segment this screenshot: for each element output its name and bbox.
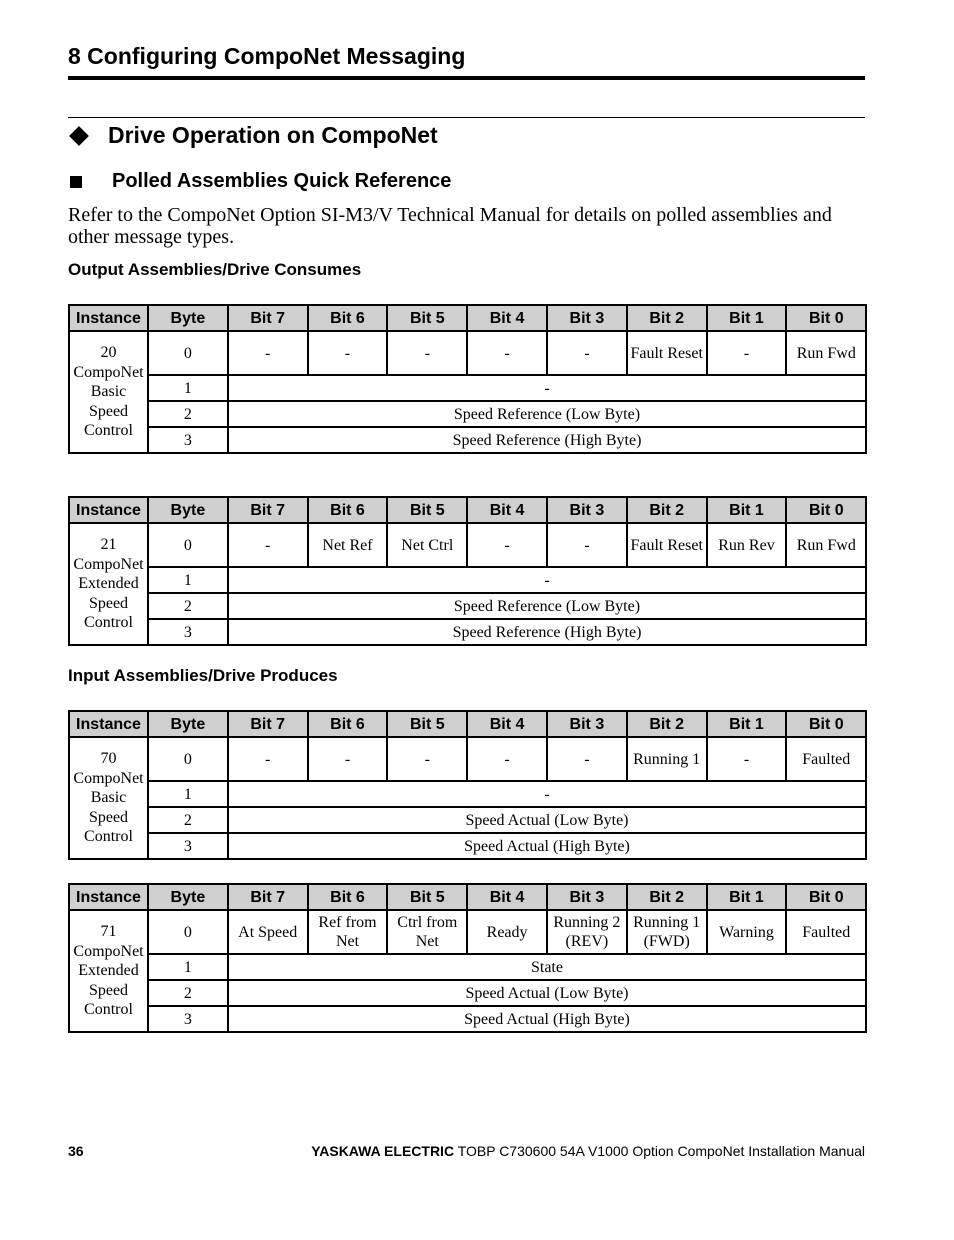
column-header: Bit 3	[547, 497, 627, 523]
instance-label: Extended	[78, 575, 139, 593]
footer-document-title: TOBP C730600 54A V1000 Option CompoNet Installation Manual	[454, 1143, 865, 1159]
column-header: Byte	[148, 711, 228, 737]
bit-cell: Fault Reset	[627, 331, 707, 375]
section-rule	[68, 117, 865, 118]
column-header: Bit 1	[707, 884, 787, 910]
column-header: Bit 1	[707, 497, 787, 523]
table-header-row	[69, 884, 866, 910]
assembly-table	[68, 496, 867, 646]
column-header: Instance	[69, 884, 148, 910]
byte-cell: 2	[148, 980, 228, 1006]
value-cell: Speed Actual (High Byte)	[228, 833, 866, 859]
table-row	[69, 807, 866, 833]
bit-cell: -	[467, 331, 547, 375]
table-header-row	[69, 305, 866, 331]
column-header: Bit 6	[308, 497, 388, 523]
footer-brand: YASKAWA ELECTRIC	[311, 1143, 455, 1159]
value-cell: -	[228, 567, 866, 593]
column-header: Instance	[69, 711, 148, 737]
column-header: Bit 3	[547, 711, 627, 737]
bit-cell: At Speed	[228, 910, 308, 954]
table-row	[69, 737, 866, 781]
value-cell: Speed Actual (Low Byte)	[228, 980, 866, 1006]
column-header: Bit 5	[387, 711, 467, 737]
instance-label: Speed	[88, 402, 129, 420]
byte-cell: 0	[148, 331, 228, 375]
square-bullet-icon	[70, 176, 82, 188]
column-header: Bit 6	[308, 305, 388, 331]
instance-label: CompoNet	[73, 769, 144, 787]
column-header: Bit 3	[547, 305, 627, 331]
table-header-row	[69, 711, 866, 737]
byte-cell: 2	[148, 807, 228, 833]
byte-cell: 3	[148, 833, 228, 859]
instance-label: 21	[100, 536, 117, 554]
table-row	[69, 910, 866, 954]
instance-label: Control	[84, 1001, 133, 1019]
section-heading	[68, 122, 438, 149]
column-header: Bit 2	[627, 305, 707, 331]
column-header: Instance	[69, 497, 148, 523]
column-header: Bit 1	[707, 305, 787, 331]
column-header: Bit 5	[387, 884, 467, 910]
column-header: Bit 7	[228, 305, 308, 331]
table-row	[69, 427, 866, 453]
bit-cell: -	[547, 523, 627, 567]
bit-cell: -	[228, 737, 308, 781]
bit-cell: -	[547, 331, 627, 375]
instance-label: Extended	[78, 962, 139, 980]
output-assemblies-heading: Output Assemblies/Drive Consumes	[68, 260, 362, 279]
column-header: Bit 4	[467, 497, 547, 523]
column-header: Bit 5	[387, 497, 467, 523]
table-row	[69, 331, 866, 375]
bit-cell: Run Rev	[707, 523, 787, 567]
bit-cell: -	[467, 737, 547, 781]
column-header: Bit 2	[627, 884, 707, 910]
byte-cell: 1	[148, 567, 228, 593]
column-header: Bit 4	[467, 305, 547, 331]
chapter-title: 8 Configuring CompoNet Messaging	[68, 43, 466, 69]
byte-cell: 0	[148, 910, 228, 954]
page-number: 36	[68, 1143, 84, 1159]
byte-cell: 1	[148, 375, 228, 401]
value-cell: Speed Actual (High Byte)	[228, 1006, 866, 1032]
bit-cell: -	[547, 737, 627, 781]
column-header: Bit 0	[786, 884, 866, 910]
column-header: Byte	[148, 497, 228, 523]
bit-cell: Run Fwd	[786, 523, 866, 567]
table-header-row	[69, 497, 866, 523]
subsection-title: Polled Assemblies Quick Reference	[112, 170, 452, 192]
column-header: Bit 0	[786, 497, 866, 523]
table-row	[69, 781, 866, 807]
column-header: Bit 6	[308, 884, 388, 910]
column-header: Bit 5	[387, 305, 467, 331]
instance-label: 20	[100, 344, 117, 362]
column-header: Bit 1	[707, 711, 787, 737]
value-cell: State	[228, 954, 866, 980]
bit-cell: -	[308, 737, 388, 781]
bit-cell: -	[707, 737, 787, 781]
instance-label: CompoNet	[73, 363, 144, 381]
column-header: Bit 0	[786, 305, 866, 331]
instance-label: Control	[84, 828, 133, 846]
bit-cell: Running 1	[627, 737, 707, 781]
value-cell: Speed Reference (Low Byte)	[228, 401, 866, 427]
column-header: Bit 7	[228, 884, 308, 910]
instance-label: Basic	[90, 383, 127, 401]
instance-cell	[69, 910, 148, 1032]
table-row	[69, 833, 866, 859]
subsection-heading	[68, 170, 451, 193]
instance-label: CompoNet	[73, 555, 144, 573]
assembly-table	[68, 883, 867, 1033]
bit-cell: -	[308, 331, 388, 375]
assembly-table	[68, 304, 867, 454]
value-cell: Speed Reference (High Byte)	[228, 619, 866, 645]
bit-cell: -	[707, 331, 787, 375]
instance-label: Speed	[88, 981, 129, 999]
instance-label: Speed	[88, 808, 129, 826]
column-header: Bit 7	[228, 497, 308, 523]
footer-document-info	[311, 1143, 865, 1159]
bit-cell: Faulted	[786, 737, 866, 781]
table-row	[69, 619, 866, 645]
byte-cell: 2	[148, 401, 228, 427]
column-header: Bit 3	[547, 884, 627, 910]
column-header: Bit 4	[467, 711, 547, 737]
bit-cell: Net Ref	[308, 523, 388, 567]
column-header: Bit 2	[627, 497, 707, 523]
bit-cell: Running 1 (FWD)	[627, 910, 707, 954]
bit-cell: Ctrl from Net	[387, 910, 467, 954]
bit-cell: -	[228, 331, 308, 375]
byte-cell: 3	[148, 619, 228, 645]
table-row	[69, 523, 866, 567]
diamond-bullet-icon	[69, 126, 89, 146]
byte-cell: 3	[148, 427, 228, 453]
bit-cell: Faulted	[786, 910, 866, 954]
table-row	[69, 375, 866, 401]
input-assemblies-heading: Input Assemblies/Drive Produces	[68, 666, 338, 685]
column-header: Bit 7	[228, 711, 308, 737]
bit-cell: Ready	[467, 910, 547, 954]
instance-cell	[69, 523, 148, 645]
byte-cell: 0	[148, 737, 228, 781]
byte-cell: 2	[148, 593, 228, 619]
column-header: Bit 6	[308, 711, 388, 737]
bit-cell: Net Ctrl	[387, 523, 467, 567]
bit-cell: Warning	[707, 910, 787, 954]
table-row	[69, 954, 866, 980]
table-row	[69, 1006, 866, 1032]
bit-cell: Fault Reset	[627, 523, 707, 567]
assembly-table	[68, 710, 867, 860]
intro-paragraph: Refer to the CompoNet Option SI-M3/V Technical Manual for details on polled assemblies and other message types.	[68, 204, 832, 248]
column-header: Instance	[69, 305, 148, 331]
instance-label: Control	[84, 422, 133, 440]
instance-cell	[69, 737, 148, 859]
table-row	[69, 980, 866, 1006]
bit-cell: -	[387, 331, 467, 375]
instance-label: Basic	[90, 789, 127, 807]
value-cell: Speed Reference (High Byte)	[228, 427, 866, 453]
column-header: Bit 2	[627, 711, 707, 737]
bit-cell: -	[467, 523, 547, 567]
bit-cell: Ref from Net	[308, 910, 388, 954]
value-cell: -	[228, 375, 866, 401]
byte-cell: 0	[148, 523, 228, 567]
instance-cell	[69, 331, 148, 453]
table-row	[69, 567, 866, 593]
value-cell: Speed Actual (Low Byte)	[228, 807, 866, 833]
section-title: Drive Operation on CompoNet	[108, 122, 438, 148]
byte-cell: 3	[148, 1006, 228, 1032]
bit-cell: Running 2 (REV)	[547, 910, 627, 954]
table-row	[69, 593, 866, 619]
bit-cell: -	[387, 737, 467, 781]
column-header: Byte	[148, 884, 228, 910]
column-header: Bit 4	[467, 884, 547, 910]
instance-label: CompoNet	[73, 942, 144, 960]
chapter-rule	[68, 76, 865, 80]
instance-label: Speed	[88, 594, 129, 612]
bit-cell: -	[228, 523, 308, 567]
column-header: Byte	[148, 305, 228, 331]
instance-label: 70	[100, 750, 117, 768]
value-cell: -	[228, 781, 866, 807]
bit-cell: Run Fwd	[786, 331, 866, 375]
byte-cell: 1	[148, 781, 228, 807]
byte-cell: 1	[148, 954, 228, 980]
column-header: Bit 0	[786, 711, 866, 737]
instance-label: Control	[84, 614, 133, 632]
value-cell: Speed Reference (Low Byte)	[228, 593, 866, 619]
instance-label: 71	[100, 923, 117, 941]
table-row	[69, 401, 866, 427]
